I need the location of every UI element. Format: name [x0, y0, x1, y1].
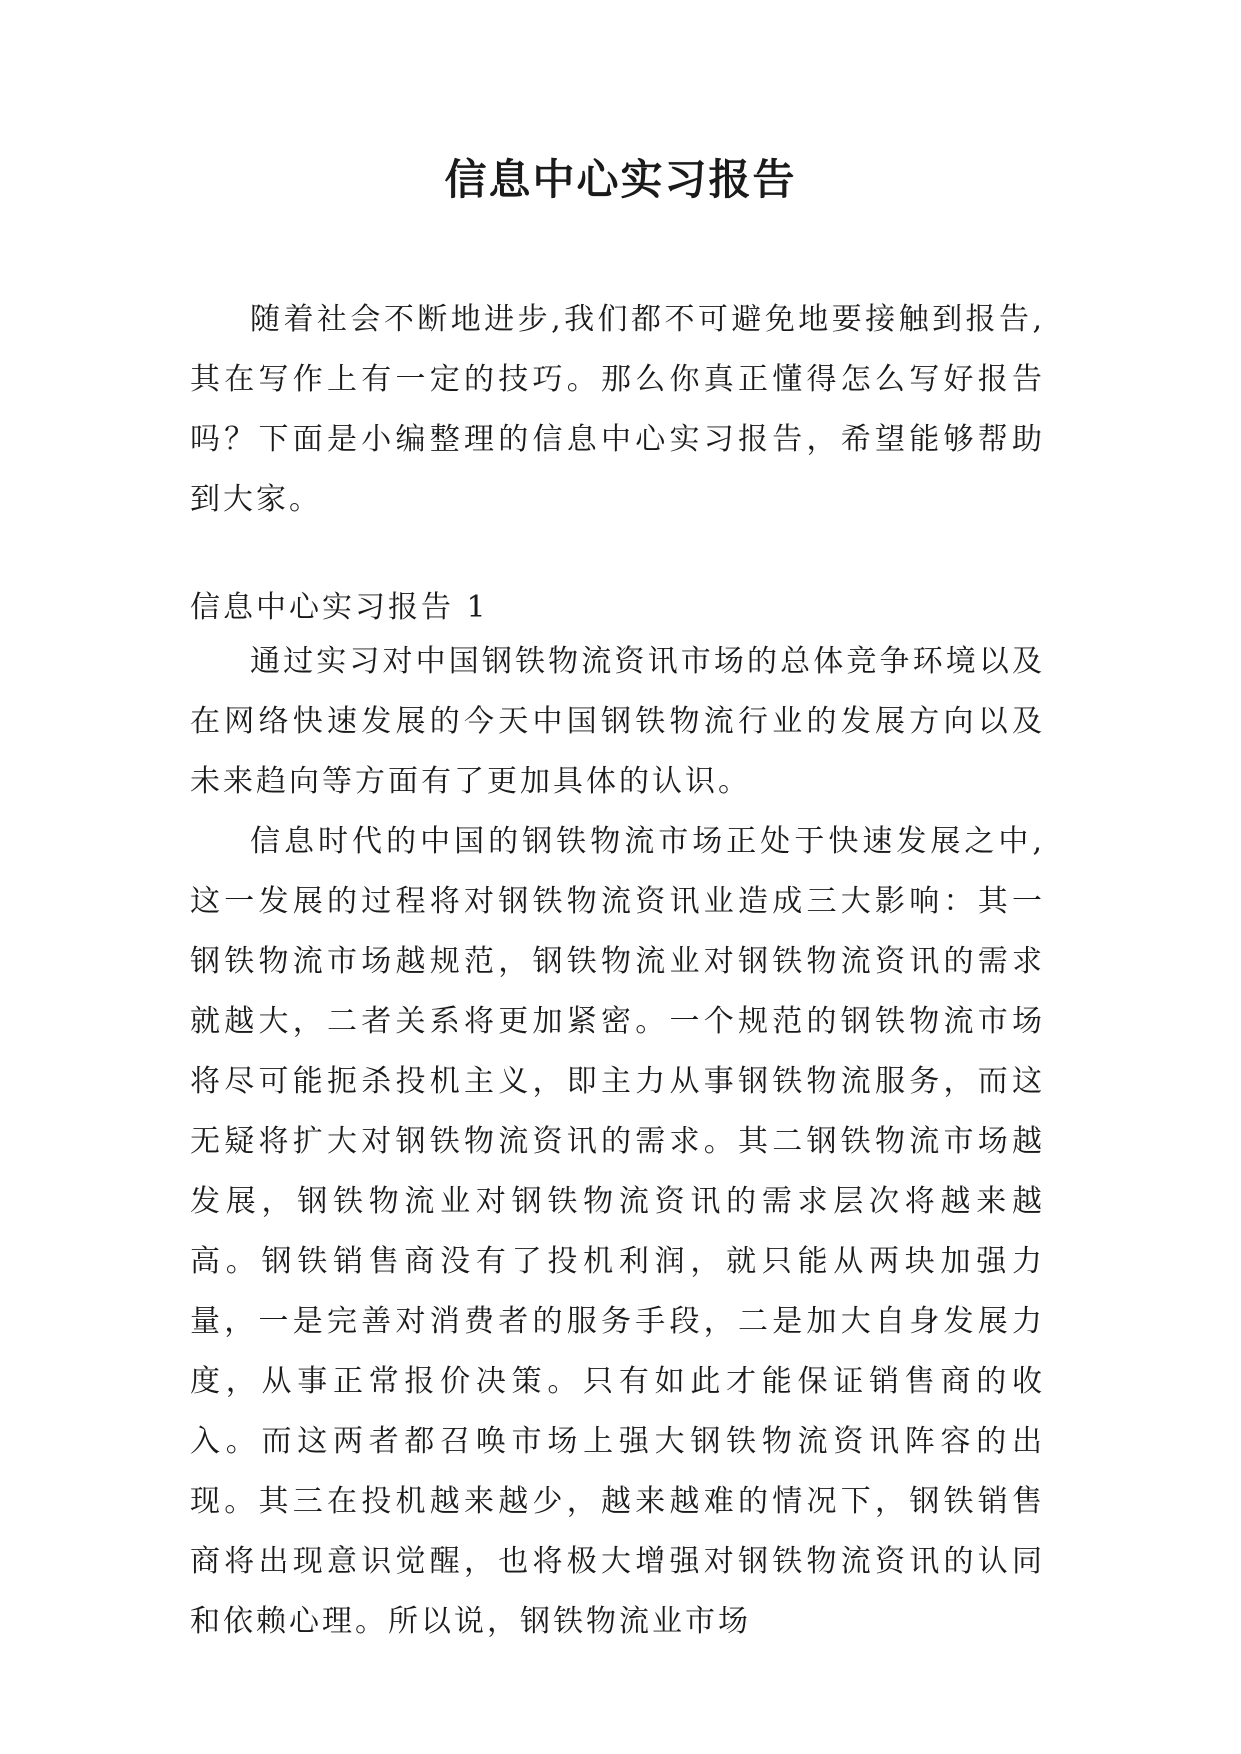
intro-paragraph: 随着社会不断地进步,我们都不可避免地要接触到报告,其在写作上有一定的技巧。那么你真正懂得怎么写好报告吗？下面是小编整理的信息中心实习报告，希望能够帮助到大家。 — [190, 302, 1045, 517]
section-heading: 信息中心实习报告 1 — [190, 590, 489, 625]
document-title: 信息中心实习报告 — [444, 155, 797, 204]
body-paragraph: 信息时代的中国的钢铁物流市场正处于快速发展之中,这一发展的过程将对钢铁物流资讯业造成三大影响：其一钢铁物流市场越规范，钢铁物流业对钢铁物流资讯的需求就越大，二者关系将更加紧密。一个规范的钢铁物流市场将尽可能扼杀投机主义，即主力从事钢铁物流服务，而这无疑将扩大对钢铁物流资讯的需求。其二钢铁物流市场越发展，钢铁物流业对钢铁物流资讯的需求层次将越来越高。钢铁销售商没有了投机利润，就只能从两块加强力量，一是完善对消费者的服务手段，二是加大自身发展力度，从事正常报价决策。只有如此才能保证销售商的收入。而这两者都召唤市场上强大钢铁物流资讯阵容的出现。其三在投机越来越少，越来越难的情况下，钢铁销售商将出现意识觉醒，也将极大增强对钢铁物流资讯的认同和依赖心理。所以说，钢铁物流业市场 — [190, 824, 1045, 1639]
section-1-body — [190, 632, 1045, 1652]
body-paragraph: 通过实习对中国钢铁物流资讯市场的总体竞争环境以及在网络快速发展的今天中国钢铁物流行业的发展方向以及未来趋向等方面有了更加具体的认识。 — [190, 644, 1045, 799]
section-1-header — [190, 578, 1045, 638]
intro-section — [190, 290, 1045, 530]
